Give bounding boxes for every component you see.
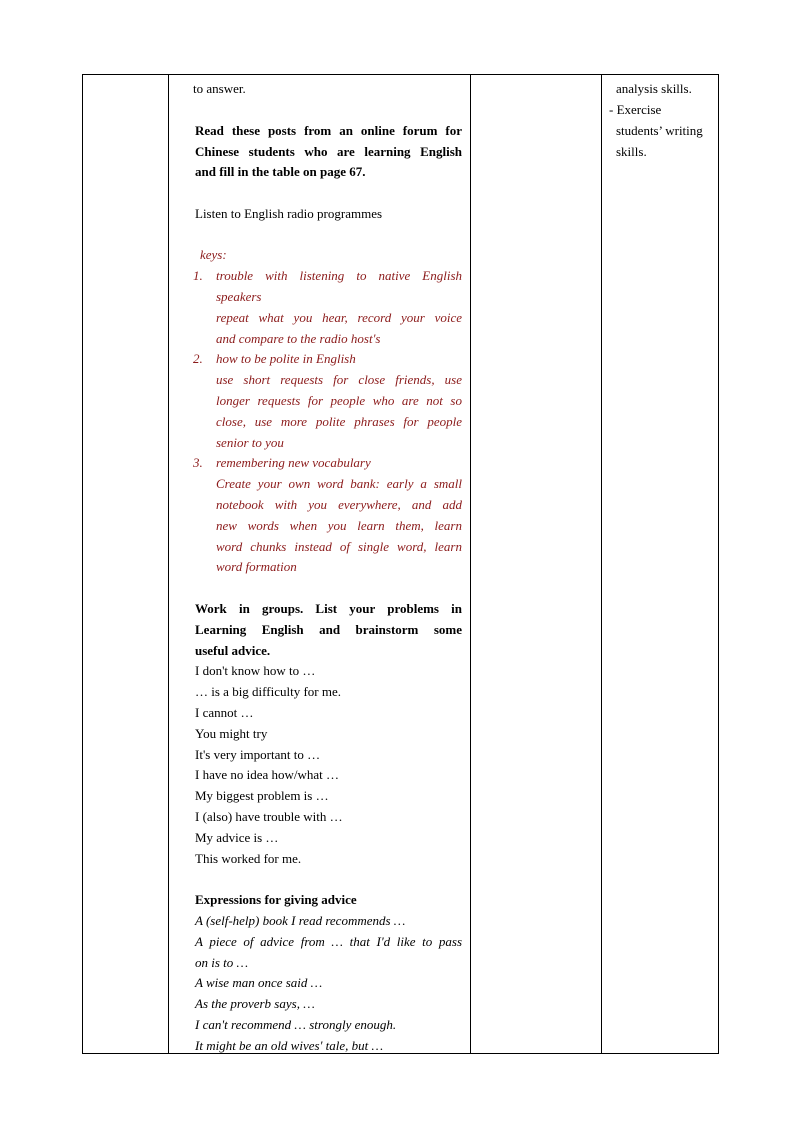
- key-line: word chunks instead of single word, learn: [216, 539, 462, 554]
- key-line: how to be polite in English: [216, 351, 356, 366]
- phrase: I don't know how to …: [195, 663, 316, 678]
- key-line: notebook with you everywhere, and add: [216, 497, 462, 512]
- phrase: It's very important to …: [195, 747, 321, 762]
- task-line: Read these posts from an online forum for: [195, 123, 462, 138]
- expression: I can't recommend … strongly enough.: [195, 1017, 397, 1032]
- phrase: … is a big difficulty for me.: [195, 684, 341, 699]
- key-line: Create your own word bank: early a small: [216, 476, 462, 491]
- key-line: trouble with listening to native English: [216, 268, 462, 283]
- intro-tail: to answer.: [193, 81, 246, 96]
- key-line: and compare to the radio host's: [216, 331, 381, 346]
- phrase: You might try: [195, 726, 268, 741]
- objective-line: analysis skills.: [616, 81, 692, 96]
- task-line: Chinese students who are learning English: [195, 144, 462, 159]
- key-line: use short requests for close friends, use: [216, 372, 462, 387]
- phrase: I cannot …: [195, 705, 254, 720]
- task-line: and fill in the table on page 67.: [195, 164, 366, 179]
- column-divider-1: [168, 75, 169, 1053]
- expression: A (self-help) book I read recommends …: [195, 913, 406, 928]
- key-line: senior to you: [216, 435, 284, 450]
- expression: on is to …: [195, 955, 249, 970]
- objective-line: - Exercise: [609, 102, 662, 117]
- objective-line: skills.: [616, 144, 647, 159]
- phrase: This worked for me.: [195, 851, 302, 866]
- expression: A piece of advice from … that I'd like to pass: [195, 934, 462, 949]
- key-line: speakers: [216, 289, 262, 304]
- phrase: I (also) have trouble with …: [195, 809, 343, 824]
- task-line: Learning English and brainstorm some: [195, 622, 462, 637]
- radio-line: Listen to English radio programmes: [195, 206, 383, 221]
- key-number: 3.: [193, 455, 203, 470]
- task-line: useful advice.: [195, 643, 271, 658]
- key-line: new words when you learn them, learn: [216, 518, 462, 533]
- key-line: longer requests for people who are not so: [216, 393, 462, 408]
- key-line: word formation: [216, 559, 297, 574]
- key-line: close, use more polite phrases for people: [216, 414, 462, 429]
- expression: A wise man once said …: [195, 975, 323, 990]
- expressions-title: Expressions for giving advice: [195, 892, 357, 907]
- task-line: Work in groups. List your problems in: [195, 601, 462, 616]
- lesson-plan-table: [82, 74, 719, 1054]
- key-line: repeat what you hear, record your voice: [216, 310, 462, 325]
- column-divider-2: [470, 75, 471, 1053]
- phrase: I have no idea how/what …: [195, 767, 340, 782]
- expression: It might be an old wives' tale, but …: [195, 1038, 384, 1053]
- key-number: 1.: [193, 268, 203, 283]
- keys-label: keys:: [200, 247, 227, 262]
- key-line: remembering new vocabulary: [216, 455, 371, 470]
- key-number: 2.: [193, 351, 203, 366]
- phrase: My advice is …: [195, 830, 279, 845]
- phrase: My biggest problem is …: [195, 788, 329, 803]
- expression: As the proverb says, …: [195, 996, 315, 1011]
- column-divider-3: [601, 75, 602, 1053]
- objective-line: students’ writing: [616, 123, 703, 138]
